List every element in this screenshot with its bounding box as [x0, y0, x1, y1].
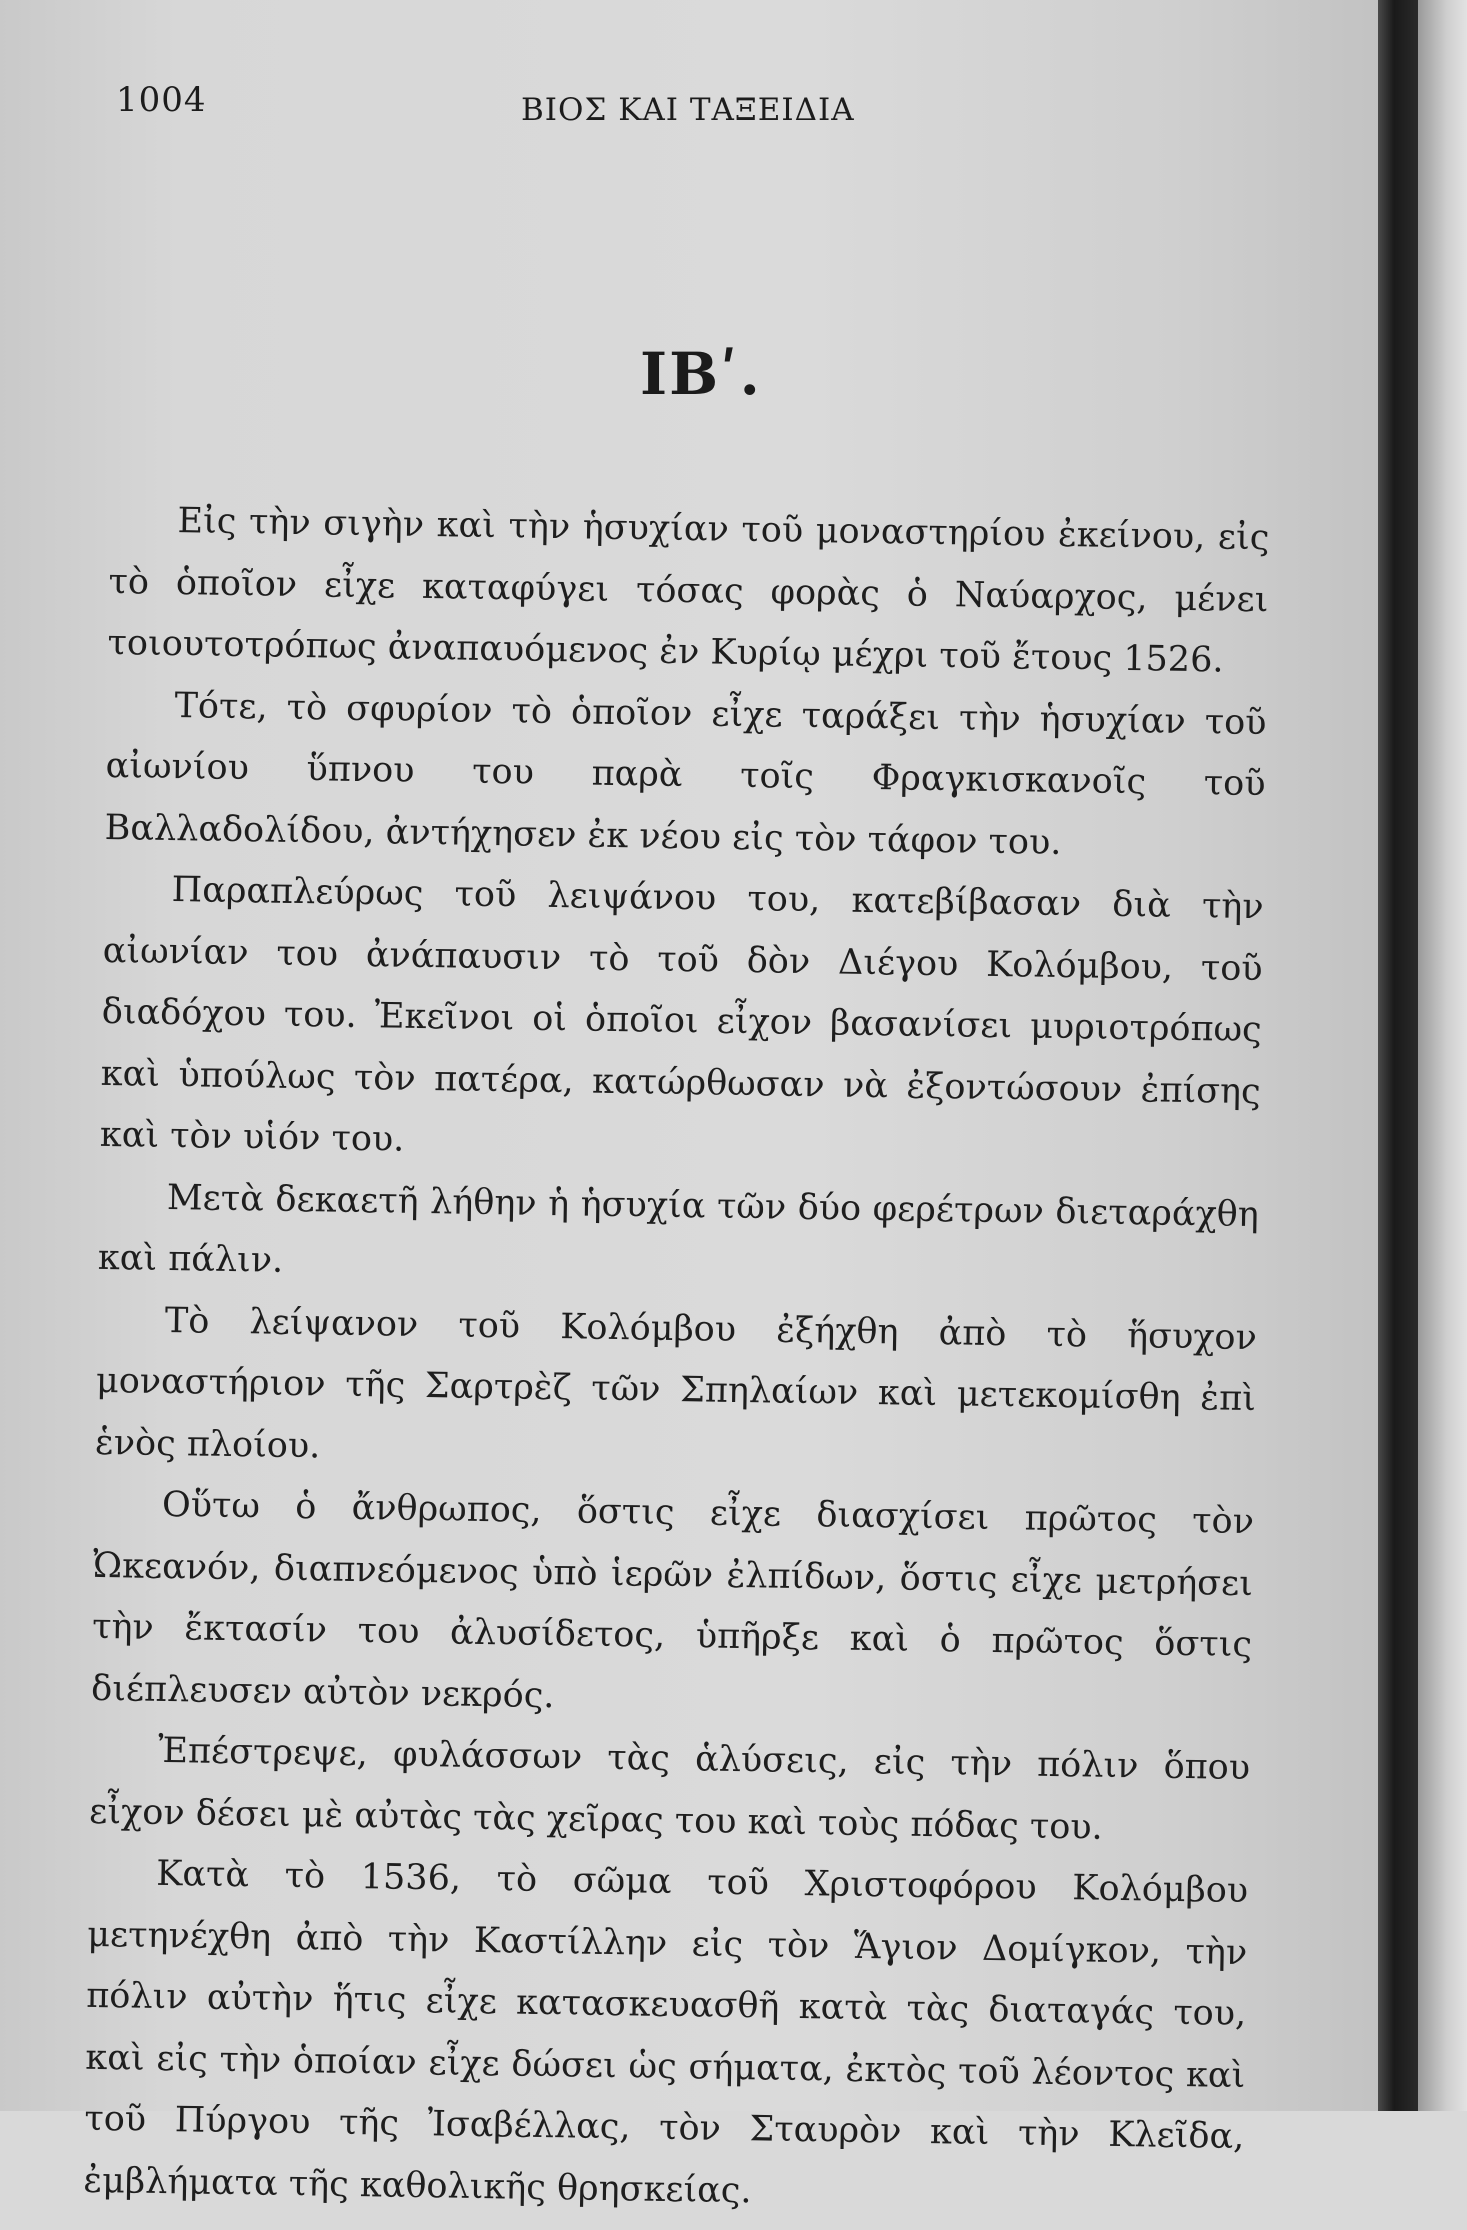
paragraph: Παραπλεύρως τοῦ λειψάνου του, κατεβίβασαν διὰ τὴν αἰωνίαν του ἀνάπαυσιν τὸ τοῦ δὸν Διέγου Κολόμβου, τοῦ διαδόχου του. Ἐκεῖνοι οἱ ὁποῖοι εἶχον βασανίσει μυριοτρόπως καὶ ὑπούλως τὸν πατέρα, κατώρθωσαν νὰ ἐξοντώσουν ἐπίσης καὶ τὸν υἱόν του.	[99, 870, 1264, 1160]
body-text	[83, 490, 1270, 2230]
chapter-number: ΙΒʹ.	[640, 340, 762, 408]
facing-page-edge	[1418, 0, 1467, 2111]
running-title: ΒΙΟΣ ΚΑΙ ΤΑΞΕΙΔΙΑ	[521, 92, 855, 128]
paragraph: Τότε, τὸ σφυρίον τὸ ὁποῖον εἶχε ταράξει τὴν ἡσυχίαν τοῦ αἰωνίου ὕπνου του παρὰ τοῖς Φραγκισκανοῖς τοῦ Βαλλαδολίδου, ἀντήχησεν ἐκ νέου εἰς τὸν τάφον του.	[104, 685, 1267, 863]
paragraph: Ἐπέστρεψε, φυλάσσων τὰς ἁλύσεις, εἰς τὴν πόλιν ὅπου εἶχον δέσει μὲ αὐτὰς τὰς χεῖρας του καὶ τοὺς πόδας του.	[88, 1730, 1251, 1848]
paragraph: Μετὰ δεκαετῆ λήθην ἡ ἡσυχία τῶν δύο φερέτρων διεταράχθη καὶ πάλιν.	[97, 1177, 1260, 1281]
page-header	[116, 80, 1316, 140]
paragraph: Εἰς τὴν σιγὴν καὶ τὴν ἡσυχίαν τοῦ μοναστηρίου ἐκείνου, εἰς τὸ ὁποῖον εἶχε καταφύγει τόσας φορὰς ὁ Ναύαρχος, μένει τοιουτοτρόπως ἀναπαυόμενος ἐν Κυρίῳ μέχρι τοῦ ἔτους 1526.	[107, 501, 1270, 681]
paragraph: Οὕτω ὁ ἄνθρωπος, ὅστις εἶχε διασχίσει πρῶτος τὸν Ὠκεανόν, διαπνεόμενος ὑπὸ ἱερῶν ἐλπίδων, ὅστις εἶχε μετρήσει τὴν ἔκτασίν του ἀλυσίδετος, ὑπῆρξε καὶ ὁ πρῶτος ὅστις διέπλευσεν αὐτὸν νεκρός.	[90, 1484, 1255, 1716]
book-spine-shadow	[1378, 0, 1418, 2111]
paragraph: Κατὰ τὸ 1536, τὸ σῶμα τοῦ Χριστοφόρου Κολόμβου μετηνέχθη ἀπὸ τὴν Καστίλλην εἰς τὸν Ἅγιον Δομίγκον, τὴν πόλιν αὐτὴν ἥτις εἶχε κατασκευασθῆ κατὰ τὰς διαταγάς του, καὶ εἰς τὴν ὁποίαν εἶχε δώσει ὡς σήματα, ἐκτὸς τοῦ λέοντος καὶ τοῦ Πύργου τῆς Ἰσαβέλλας, τὸν Σταυρὸν καὶ τὴν Κλεῖδα, ἐμβλήματα τῆς καθολικῆς θρησκείας.	[83, 1853, 1249, 2211]
paragraph: Τὸ λείψανον τοῦ Κολόμβου ἐξήχθη ἀπὸ τὸ ἥσυχον μοναστήριον τῆς Σαρτρὲζ τῶν Σπηλαίων καὶ μετεκομίσθη ἐπὶ ἑνὸς πλοίου.	[94, 1300, 1258, 1466]
page-number: 1004	[116, 80, 207, 120]
